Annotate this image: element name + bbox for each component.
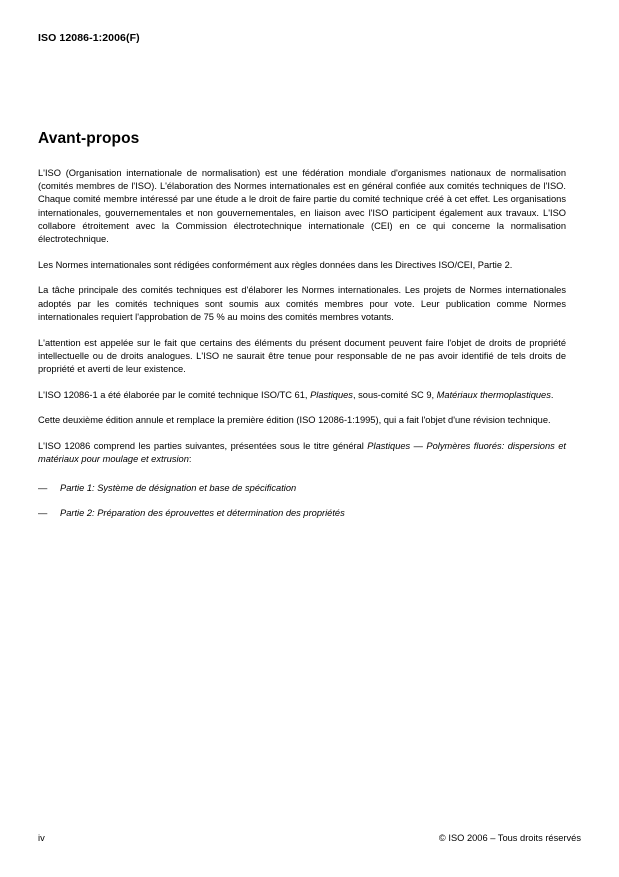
em-dash-icon: — [38,507,48,518]
page-header: ISO 12086-1:2006(F) [38,32,140,44]
list-item-label: Partie 2: Préparation des éprouvettes et détermination des propriétés [60,507,345,518]
paragraph-iso-description: L'ISO (Organisation internationale de normalisation) est une fédération mondiale d'organismes nationaux de normalisation (comités membres de l'ISO). L'élaboration des Normes internationales est en général confiée aux comités techniques de l'ISO. Chaque comité membre intéressé par une étude a le droit de faire partie du comité technique créé à cet effet. Les organisations internationales, gouvernementales et non gouvernementales, en liaison avec l'ISO participent également aux travaux. L'ISO collabore étroitement avec la Commission électrotechnique internationale (CEI) en ce qui concerne la normalisation électrotechnique. [38,168,566,245]
list-item [38,482,566,495]
list-item-label: Partie 1: Système de désignation et base de spécification [60,483,297,494]
paragraph-committee-origin [38,389,566,402]
page-content [38,130,566,531]
committee-origin-text-1: L'ISO 12086-1 a été élaborée par le comité technique ISO/TC 61, [38,389,311,400]
parts-list [38,482,566,519]
general-title-italic: Plastiques — Polymères fluorés: dispersions et matériaux pour moulage et extrusion [38,441,566,465]
paragraph-patent-rights: L'attention est appelée sur le fait que certains des éléments du présent document peuvent faire l'objet de droits de propriété intellectuelle ou de droits analogues. L'ISO ne saurait être tenue pour responsable de ne pas avoir identifié de tels droits de propriété et averti de leur existence. [38,337,566,374]
committee-origin-text-3: . [550,389,554,400]
paragraph-directives: Les Normes internationales sont rédigées conformément aux règles données dans les Directives ISO/CEI, Partie 2. [38,259,513,270]
committee-origin-text-2: , sous-comité SC 9, [352,389,437,400]
page-title: Avant-propos [38,130,140,147]
parts-intro-text-2: : [188,454,192,465]
parts-intro-text-1: L'ISO 12086 comprend les parties suivantes, présentées sous le titre général [38,441,368,452]
subcommittee-name-materiaux: Matériaux thermoplastiques [436,389,551,400]
page-number: iv [38,833,45,843]
paragraph-voting: La tâche principale des comités techniques est d'élaborer les Normes internationales. Les projets de Normes internationales adoptés par les comités techniques sont soumis aux comités membres pour vote. Leur publication comme Normes internationales requiert l'approbation de 75 % au moins des comités membres votants. [38,285,566,322]
list-item [38,507,566,520]
copyright-notice: © ISO 2006 – Tous droits réservés [438,833,581,843]
paragraph-edition-notice: Cette deuxième édition annule et remplace la première édition (ISO 12086-1:1995), qui a fait l'objet d'une révision technique. [38,415,551,426]
paragraph-parts-intro [38,440,566,466]
committee-name-plastiques: Plastiques [310,389,353,400]
em-dash-icon: — [38,483,48,494]
